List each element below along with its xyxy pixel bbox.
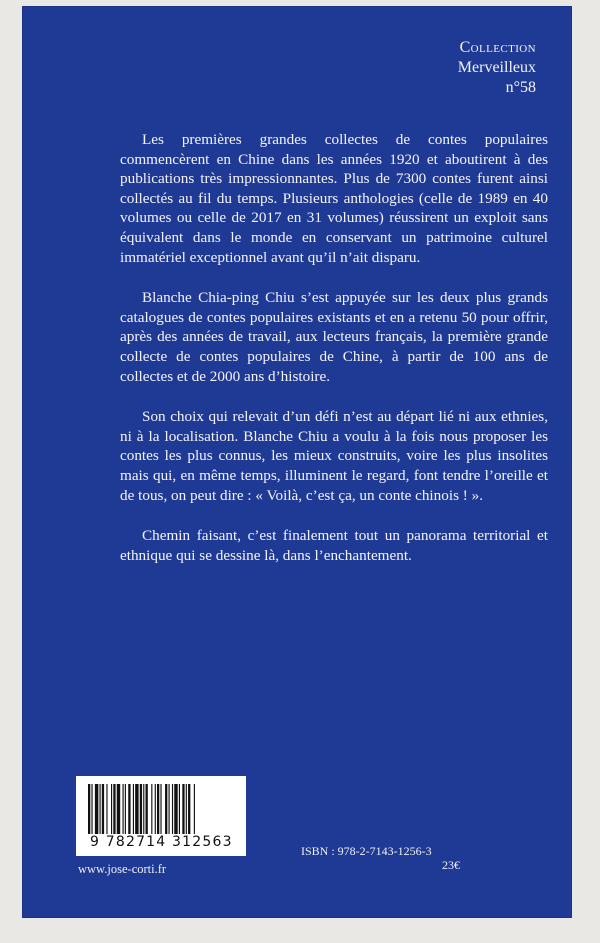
price: 23€ <box>442 858 460 872</box>
barcode-bar <box>117 784 120 834</box>
barcode-bar <box>106 784 107 834</box>
barcode-bar <box>95 784 98 834</box>
blurb-paragraph-1: Les premières grandes collectes de contes populaires commencèrent en Chine dans les années 1920 et aboutirent à des publications très impressionnantes. Plus de 7300 contes furent ainsi collectés au fil du temps. Plusieurs anthologies (celle de 1989 en 40 volumes ou celle de 2017 en 31 volumes) réussirent un exploit sans équivalent dans le monde en conservant un patrimoine culturel immatériel exceptionnel avant qu’il n’ait disparu. <box>120 131 548 266</box>
barcode-bar <box>133 784 134 834</box>
blurb <box>120 130 548 586</box>
collection-name: Merveilleux <box>457 59 536 76</box>
barcode-bar <box>151 784 152 834</box>
barcode-bar <box>179 784 180 834</box>
barcode-bar <box>88 784 90 834</box>
barcode-bar <box>111 784 112 834</box>
back-cover <box>22 6 572 918</box>
barcode-bar <box>135 784 138 834</box>
barcode-bar <box>182 784 184 834</box>
barcode-bar <box>140 784 142 834</box>
barcode-bar <box>146 784 148 834</box>
blurb-paragraph-4: Chemin faisant, c’est finalement tout un panorama territorial et ethnique qui se dessine là, dans l’enchantement. <box>120 527 548 564</box>
barcode-bar <box>155 784 156 834</box>
barcode-bar <box>186 784 187 834</box>
barcode-bar <box>143 784 144 834</box>
barcode-bar <box>165 784 167 834</box>
collection-number: n°58 <box>505 79 536 96</box>
barcode-bar <box>169 784 170 834</box>
barcode-number: 9 782714 312563 <box>90 834 233 850</box>
barcode-bar <box>102 784 104 834</box>
barcode-bars <box>86 784 236 834</box>
barcode-bar <box>91 784 92 834</box>
barcode-bar <box>113 784 115 834</box>
barcode-bar <box>100 784 101 834</box>
blurb-paragraph-2: Blanche Chia-ping Chiu s’est appuyée sur les deux plus grands catalogues de contes populaires existants et en a retenu 50 pour offrir, après des années de travail, aux lecteurs français, la première grande collecte de contes populaires de Chine, à partir de 100 ans de collectes et de 2000 ans d’histoire. <box>120 289 548 385</box>
barcode <box>76 776 246 856</box>
barcode-bar <box>174 784 177 834</box>
barcode-bar <box>157 784 159 834</box>
publisher-website: www.jose-corti.fr <box>78 862 167 876</box>
barcode-bar <box>172 784 173 834</box>
isbn: ISBN : 978-2-7143-1256-3 <box>301 844 432 858</box>
barcode-bar <box>160 784 161 834</box>
barcode-bar <box>125 784 126 834</box>
collection-title: Collection <box>459 39 536 56</box>
collection-label <box>458 38 536 98</box>
barcode-bar <box>188 784 190 834</box>
barcode-bar <box>194 784 195 834</box>
barcode-bar <box>123 784 124 834</box>
blurb-paragraph-3: Son choix qui relevait d’un défi n’est au départ lié ni aux ethnies, ni à la localisation. Blanche Chiu a voulu à la fois nous proposer les contes les plus connus, les mieux construits, voire les plus insolites mais qui, en même temps, illuminent le regard, font tendre l’oreille et de tous, on peut dire : « Voilà, c’est ça, un conte chinois ! ». <box>120 408 548 504</box>
barcode-bar <box>128 784 130 834</box>
